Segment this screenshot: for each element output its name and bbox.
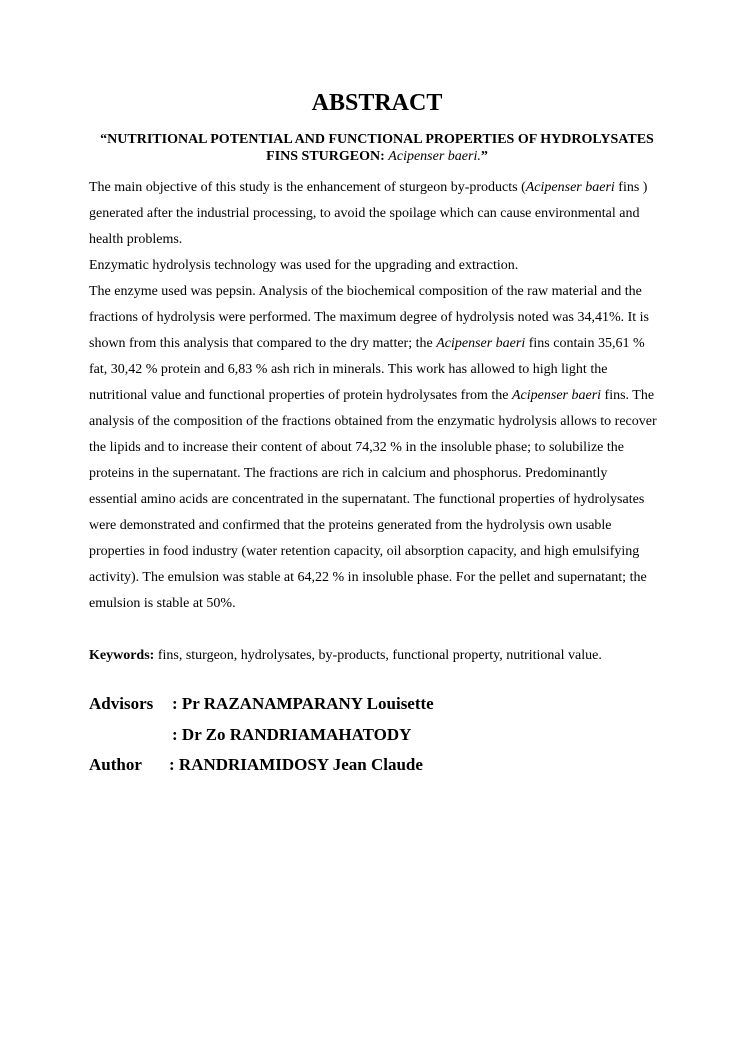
- keywords-text: fins, sturgeon, hydrolysates, by-products, functional property, nutritional value.: [154, 648, 602, 663]
- paragraph-text: fins ) generated after the industrial processing, to avoid the spoilage which can cause environmental and health problems.: [89, 180, 648, 247]
- paragraph-results: [89, 279, 657, 617]
- open-quote: “: [100, 132, 108, 147]
- advisors-label: Advisors: [89, 694, 154, 713]
- paragraph-text: The enzyme used was pepsin. Analysis of the biochemical composition of the raw material and the fractions of hydrolysis were performed. The maximum degree of hydrolysis noted was 34,41%. It is shown from this analysis that compared to the dry matter; the: [89, 284, 649, 351]
- page-title: ABSTRACT: [311, 90, 443, 116]
- thesis-title-separator: :: [380, 149, 389, 164]
- advisor-2: : Dr Zo RANDRIAMAHATODY: [172, 724, 412, 744]
- author-label: Author: [89, 755, 142, 774]
- close-quote: ”: [480, 149, 488, 164]
- paragraph-text: fins. The analysis of the composition of the fractions obtained from the enzymatic hydrolysis allows to recover the lipids and to increase their content of about 74,32 % in the insoluble phase; to solubilize the proteins in the supernatant. The fractions are rich in calcium and phosphorus. Predominantly essential amino acids are concentrated in the supernatant. The functional properties of hydrolysates were demonstrated and confirmed that the proteins generated from the hydrolysis own usable properties in food industry (water retention capacity, oil absorption capacity, and high emulsifying activity). The emulsion was stable at 64,22 % in insoluble phase. For the pellet and supernatant; the emulsion is stable at 50%.: [89, 388, 657, 611]
- author-name: : RANDRIAMIDOSY Jean Claude: [169, 755, 423, 774]
- keywords-label: Keywords:: [89, 648, 155, 663]
- advisor-row-1: [89, 689, 657, 720]
- paragraph-text: The main objective of this study is the enhancement of sturgeon by-products (: [89, 180, 526, 195]
- thesis-title-species: Acipenser baeri.: [388, 149, 481, 164]
- abstract-page: [89, 88, 657, 781]
- paragraph-objective: [89, 175, 657, 253]
- thesis-title: [89, 131, 657, 165]
- paragraph-text: fins contain 35,61 % fat, 30,42 % protein and 6,83 % ash rich in minerals. This work has allowed to high light the nutritional value and functional properties of protein hydrolysates from the: [89, 336, 645, 403]
- species-name: Acipenser baeri: [525, 180, 615, 195]
- thesis-title-main: NUTRITIONAL POTENTIAL AND FUNCTIONAL PROPERTIES OF HYDROLYSATES FINS STURGEON: [107, 132, 654, 164]
- keywords: [89, 643, 657, 669]
- spacer: [89, 720, 172, 751]
- species-name: Acipenser baeri: [512, 388, 602, 403]
- species-name: Acipenser baeri: [436, 336, 526, 351]
- author-row: [89, 750, 657, 781]
- credits: [89, 689, 657, 781]
- advisor-row-2: [89, 720, 657, 751]
- abstract-body: [89, 175, 657, 617]
- advisor-1: : Pr RAZANAMPARANY Louisette: [172, 694, 434, 713]
- paragraph-method: Enzymatic hydrolysis technology was used for the upgrading and extraction.: [89, 258, 519, 273]
